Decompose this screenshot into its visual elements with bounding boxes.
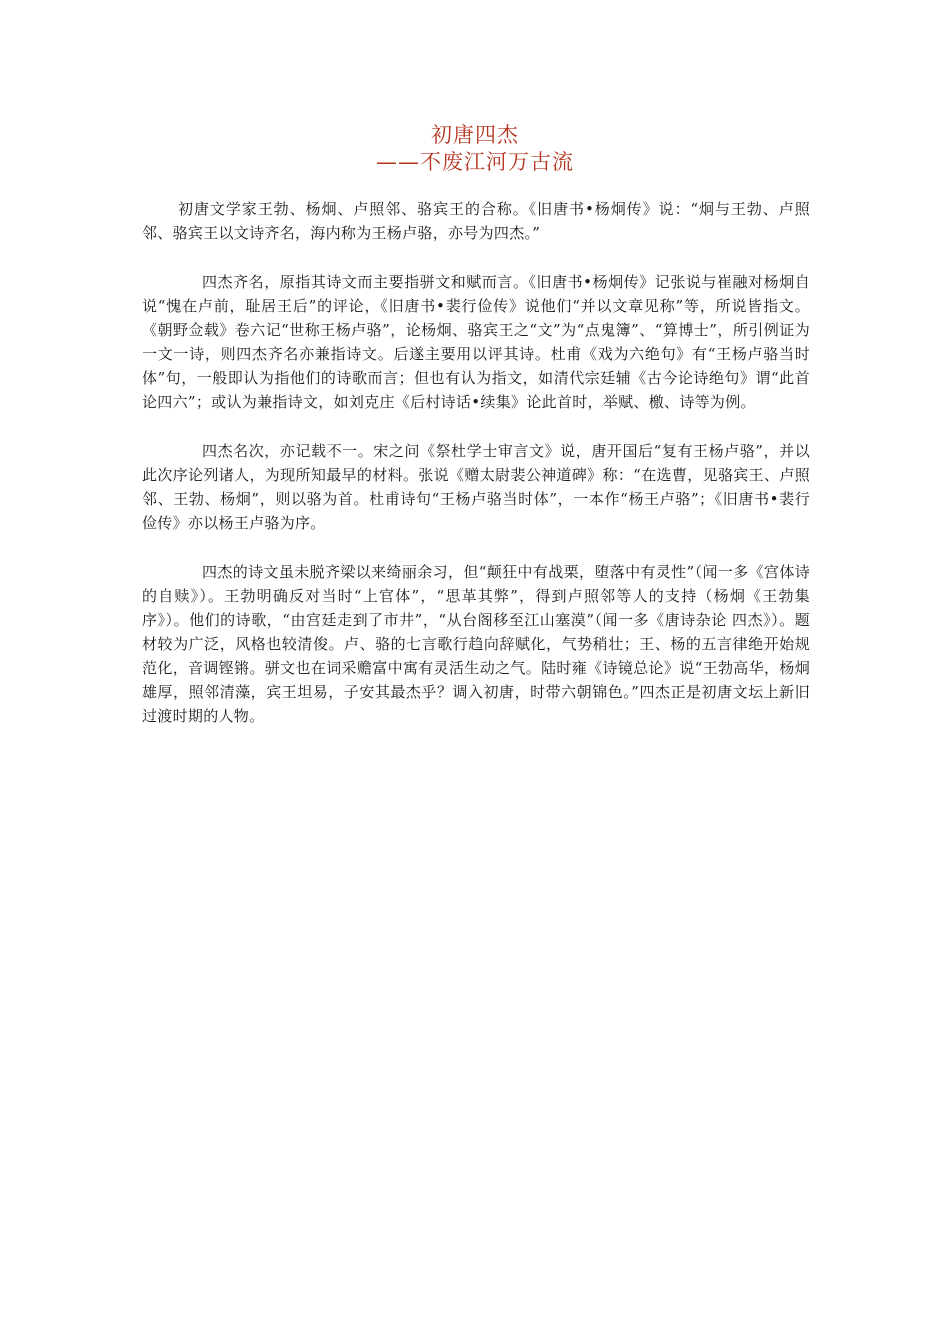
title-block <box>0 122 950 176</box>
paragraph-ranking: 四杰名次，亦记载不一。宋之问《祭杜学士审言文》说，唐开国后“复有王杨卢骆”，并以此次序论列诸人，为现所知最早的材料。张说《赠太尉裴公神道碑》称：“在选曹，见骆宾王、卢照邻、王勃、杨炯”，则以骆为首。杜甫诗句“王杨卢骆当时体”，一本作“杨王卢骆”；《旧唐书•裴行俭传》亦以杨王卢骆为序。 <box>142 442 810 532</box>
paragraph-style: 四杰的诗文虽未脱齐梁以来绮丽余习，但“颠狂中有战栗，堕落中有灵性”（闻一多《宫体诗的自赎》）。王勃明确反对当时“上官体”，“思革其弊”，得到卢照邻等人的支持（杨炯《王勃集序》）。他们的诗歌，“由宫廷走到了市井”，“从台阁移至江山塞漠”（闻一多《唐诗杂论 四杰》）。题材较为广泛，风格也较清俊。卢、骆的七言歌行趋向辞赋化，气势稍壮；王、杨的五言律绝开始规范化，音调铿锵。骈文也在词采赡富中寓有灵活生动之气。陆时雍《诗镜总论》说“王勃高华，杨炯雄厚，照邻清藻，宾王坦易，子安其最杰乎？调入初唐，时带六朝锦色。”四杰正是初唐文坛上新旧过渡时期的人物。 <box>142 563 810 725</box>
document-title: 初唐四杰 <box>431 123 519 147</box>
paragraph-fame: 四杰齐名，原指其诗文而主要指骈文和赋而言。《旧唐书•杨炯传》记张说与崔融对杨炯自说“愧在卢前，耻居王后”的评论，《旧唐书•裴行俭传》说他们“并以文章见称”等，所说皆指文。《朝野佥载》卷六记“世称王杨卢骆”，论杨炯、骆宾王之“文”为“点鬼簿”、“算博士”，所引例证为一文一诗，则四杰齐名亦兼指诗文。后遂主要用以评其诗。杜甫《戏为六绝句》有“王杨卢骆当时体”句，一般即认为指他们的诗歌而言；但也有认为指文，如清代宗廷辅《古今论诗绝句》谓“此首论四六”；或认为兼指诗文，如刘克庄《后村诗话•续集》论此首时，举赋、檄、诗等为例。 <box>142 273 810 411</box>
document-body <box>142 197 810 753</box>
paragraph-intro: 初唐文学家王勃、杨炯、卢照邻、骆宾王的合称。《旧唐书•杨炯传》说：“炯与王勃、卢照邻、骆宾王以文诗齐名，海内称为王杨卢骆，亦号为四杰。” <box>142 200 810 242</box>
document-subtitle: ——不废江河万古流 <box>376 150 574 174</box>
